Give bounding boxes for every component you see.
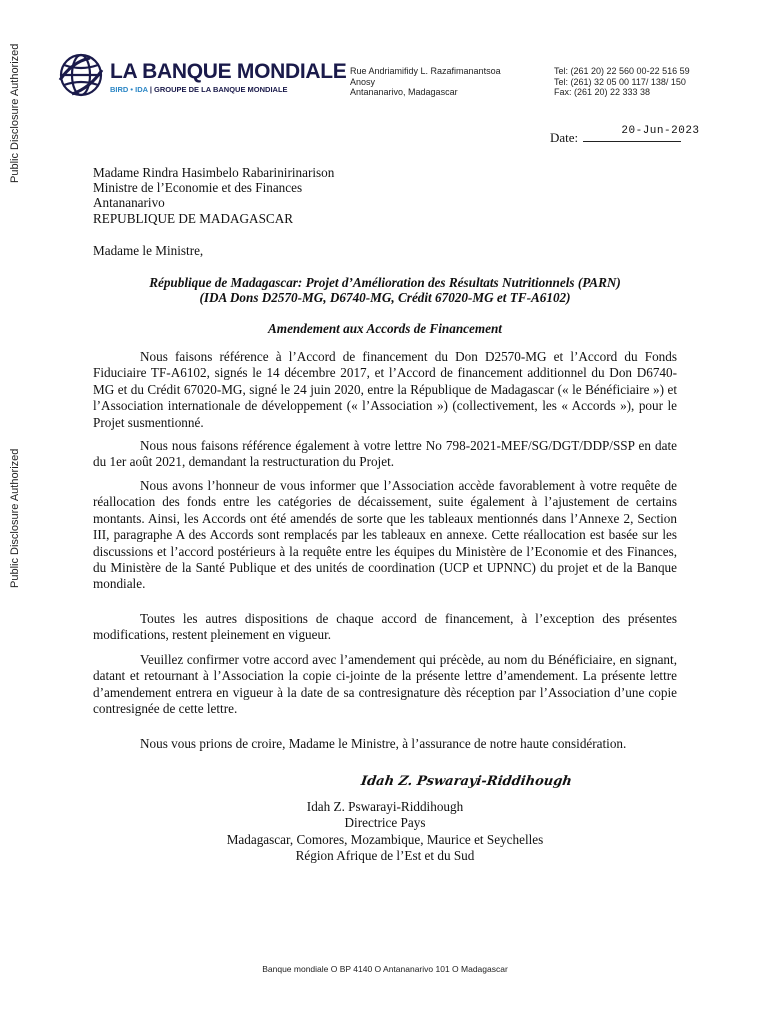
globe-icon [58,52,104,98]
contact-tel-2: Tel: (261) 32 05 00 117/ 138/ 150 [554,76,686,87]
page-footer: Banque mondiale O BP 4140 O Antananarivo 101 O Madagascar [262,964,508,974]
logo-sub-group: GROUPE DE LA BANQUE MONDIALE [154,85,288,94]
paragraph-6: Nous vous prions de croire, Madame le Ministre, à l’assurance de notre haute considération. [140,736,627,751]
signatory-countries: Madagascar, Comores, Mozambique, Maurice et Seychelles [226,831,544,847]
signatory-block [193,799,577,864]
world-bank-logo [58,50,347,100]
paragraph-2: Nous nous faisons référence également à votre lettre No 798-2021-MEF/SG/DGT/DDP/SSP en date du 1er août 2021, demandant la restructuration du Projet. [93,438,677,470]
subject-line-1: République de Madagascar: Projet d’Amélioration des Résultats Nutritionnels (PARN) [149,275,621,290]
subject-line-2: (IDA Dons D2570-MG, D6740-MG, Crédit 67020-MG et TF-A6102) [199,290,571,306]
date-row [550,125,700,146]
subject-heading [93,275,677,306]
date-line [583,125,700,142]
logo-name: LA BANQUE MONDIALE [110,60,347,83]
recipient-title: Ministre de l’Economie et des Finances [93,180,303,196]
handwritten-signature: Idah Z. Pswarayi-Riddihough [359,774,573,789]
office-contacts [554,66,690,98]
contact-fax: Fax: (261 20) 22 333 38 [554,87,651,97]
address-street: Rue Andriamifidy L. Razafimanantsoa [350,66,501,76]
signatory-region: Région Afrique de l’Est et du Sud [295,847,475,863]
disclosure-label-middle: Public Disclosure Authorized [9,448,21,588]
contact-tel-1: Tel: (261 20) 22 560 00-22 516 59 [554,66,690,76]
logo-sub-bird-ida: BIRD • IDA [110,85,148,94]
signatory-name: Idah Z. Pswarayi-Riddihough [306,799,464,814]
logo-subtitle: BIRD • IDA | GROUPE DE LA BANQUE MONDIALE [110,85,288,94]
date-value: 20-Jun-2023 [621,125,700,137]
address-city: Antananarivo, Madagascar [350,87,458,97]
office-address [350,66,501,98]
recipient-city: Antananarivo [93,195,165,211]
amendment-title: Amendement aux Accords de Financement [268,321,502,336]
paragraph-3: Nous avons l’honneur de vous informer que l’Association accède favorablement à votre requête de réallocation des fonds entre les catégories de décaissement, suite également à l’ajustement de certains montants. Ainsi, les Accords ont été amendés de sorte que les tableaux mentionnés dans l’Annexe 2, Section III, paragraphe A des Accords sont remplacés par les tableaux en annexe. Cette réallocation est basée sur les discussions et l’accord postérieurs à la requête entre les équipes du Ministère de l’Economie et des Finances, du Ministère de la Santé Publique et des unités de coordination (UCP et UPNNC) du projet et de la Banque mondiale. [93,478,677,592]
paragraph-1: Nous faisons référence à l’Accord de financement du Don D2570-MG et l’Accord du Fonds Fiduciaire TF-A6102, signés le 14 décembre 2017, et l’Accord de financement additionnel du Don D6740-MG et du Crédit 67020-MG, signé le 24 juin 2020, entre la République de Madagascar (« le Bénéficiaire ») et l’Association internationale de développement (« l’Association ») (collectivement, les « Accords »), pour le Projet susmentionné. [93,349,677,430]
date-label: Date: [550,130,579,145]
disclosure-label-top: Public Disclosure Authorized [9,43,21,183]
salutation: Madame le Ministre, [93,243,204,258]
recipient-name: Madame Rindra Hasimbelo Rabarinirinarison [93,165,335,180]
recipient-block [93,165,334,226]
paragraph-4: Toutes les autres dispositions de chaque accord de financement, à l’exception des présentes modifications, restent pleinement en vigueur. [93,611,677,643]
paragraph-5: Veuillez confirmer votre accord avec l’amendement qui précède, au nom du Bénéficiaire, en signant, datant et retournant à l’Association la copie ci-jointe de la présente lettre d’amendement. La présente lettre d’amendement entrera en vigueur à la date de sa contresignature dès réception par l’Association d’une copie contresignée de cette lettre. [93,652,677,717]
address-district: Anosy [350,76,376,87]
recipient-country: REPUBLIQUE DE MADAGASCAR [93,210,294,226]
signatory-title: Directrice Pays [344,815,426,831]
